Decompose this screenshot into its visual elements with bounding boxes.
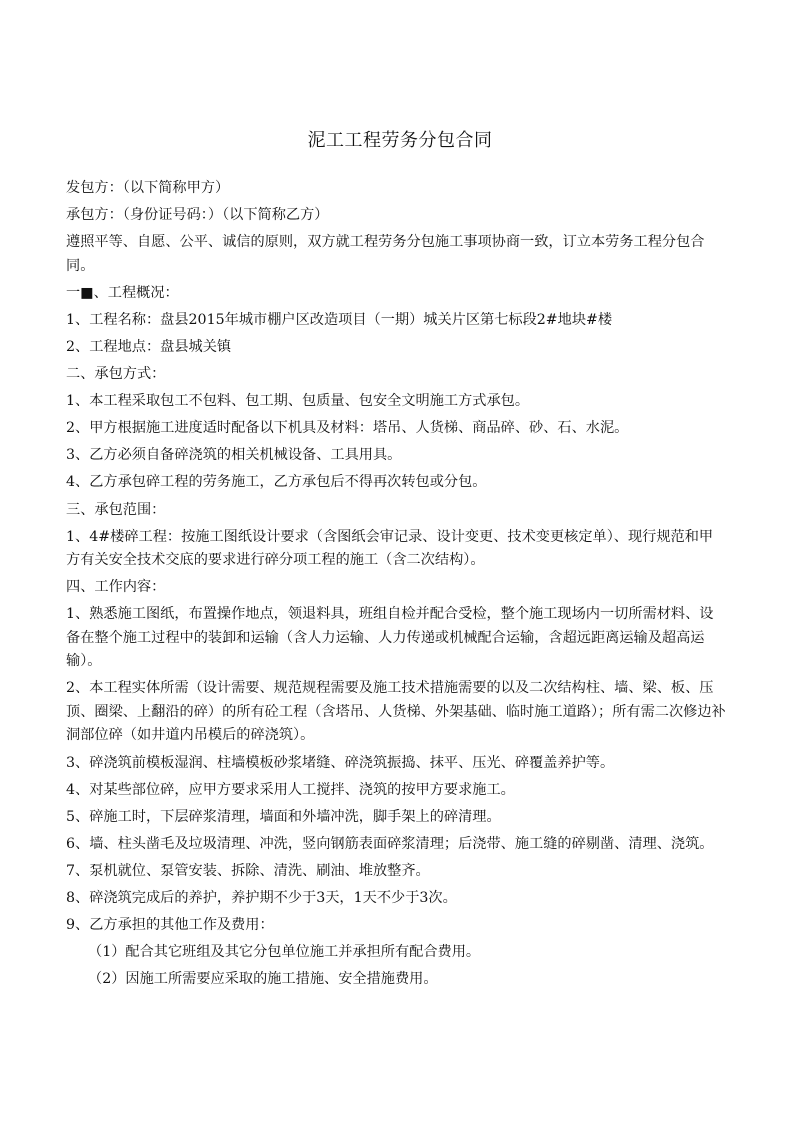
paragraph-work-9: 9、乙方承担的其他工作及费用： xyxy=(66,917,274,934)
section-heading-work-content: 四、工作内容： xyxy=(66,579,166,596)
section-heading-overview: 一■、工程概况： xyxy=(66,284,179,301)
paragraph-method-2: 2、甲方根据施工进度适时配备以下机具及材料：塔吊、人货梯、商品碎、砂、石、水泥。 xyxy=(66,420,629,437)
paragraph-issuer: 发包方：（以下简称甲方） xyxy=(66,180,230,196)
section-heading-scope: 三、承包范围： xyxy=(66,501,166,518)
section-heading-contract-method: 二、承包方式： xyxy=(66,366,166,383)
paragraph-work-5: 5、碎施工时，下层碎浆清理，墙面和外墙冲洗，脚手架上的碎清理。 xyxy=(66,808,501,825)
contract-body xyxy=(66,177,726,995)
paragraph-work-2: 2、本工程实体所需（设计需要、规范规程需要及施工技术措施需要的以及二次结构柱、墙、梁、板、压顶、圈梁、上翻沿的碎）的所有砼工程（含塔吊、人货梯、外架基础、临时施工道路）；所有需二次修边补洞部位碎（如井道内吊模后的碎浇筑）。 xyxy=(66,680,726,744)
paragraph-scope-1: 1、4#楼碎工程：按施工图纸设计要求（含图纸会审记录、设计变更、技术变更核定单）、现行规范和甲方有关安全技术交底的要求进行碎分项工程的施工（含二次结构）。 xyxy=(66,528,714,569)
paragraph-preamble: 遵照平等、自愿、公平、诚信的原则，双方就工程劳务分包施工事项协商一致，订立本劳务工程分包合同。 xyxy=(66,234,705,274)
paragraph-method-3: 3、乙方必须自备碎浇筑的相关机械设备、工具用具。 xyxy=(66,447,402,464)
paragraph-project-location: 2、工程地点：盘县城关镇 xyxy=(66,338,232,355)
paragraph-work-7: 7、泵机就位、泵管安装、拆除、清洗、刷油、堆放整齐。 xyxy=(66,862,430,879)
paragraph-work-9-item-1: （1）配合其它班组及其它分包单位施工并承担所有配合费用。 xyxy=(88,944,481,961)
paragraph-contractor: 承包方：（身份证号码：）（以下简称乙方） xyxy=(66,207,329,224)
paragraph-work-1: 1、熟悉施工图纸，布置操作地点，领退料具，班组自检并配合受检，整个施工现场内一切所需材料、设备在整个施工过程中的装卸和运输（含人力运输、人力传递或机械配合运输，含超远距离运输及超高运输）。 xyxy=(66,606,714,670)
paragraph-project-name: 1、工程名称：盘县2015年城市棚户区改造项目（一期）城关片区第七标段2#地块#楼 xyxy=(66,311,613,328)
page-title: 泥工工程劳务分包合同 xyxy=(307,130,493,151)
paragraph-work-8: 8、碎浇筑完成后的养护，养护期不少于3天，1天不少于3次。 xyxy=(66,889,457,906)
paragraph-work-3: 3、碎浇筑前模板湿润、柱墙模板砂浆堵缝、碎浇筑振捣、抹平、压光、碎覆盖养护等。 xyxy=(66,754,615,771)
paragraph-work-4: 4、对某些部位碎，应甲方要求采用人工搅拌、浇筑的按甲方要求施工。 xyxy=(66,781,515,798)
paragraph-method-1: 1、本工程采取包工不包料、包工期、包质量、包安全文明施工方式承包。 xyxy=(66,393,530,410)
paragraph-method-4: 4、乙方承包碎工程的劳务施工，乙方承包后不得再次转包或分包。 xyxy=(66,474,487,491)
paragraph-work-6: 6、墙、柱头凿毛及垃圾清理、冲洗，竖向钢筋表面碎浆清理；后浇带、施工缝的碎剔凿、清理、浇筑。 xyxy=(66,835,714,852)
paragraph-work-9-item-2: （2）因施工所需要应采取的施工措施、安全措施费用。 xyxy=(88,971,438,988)
